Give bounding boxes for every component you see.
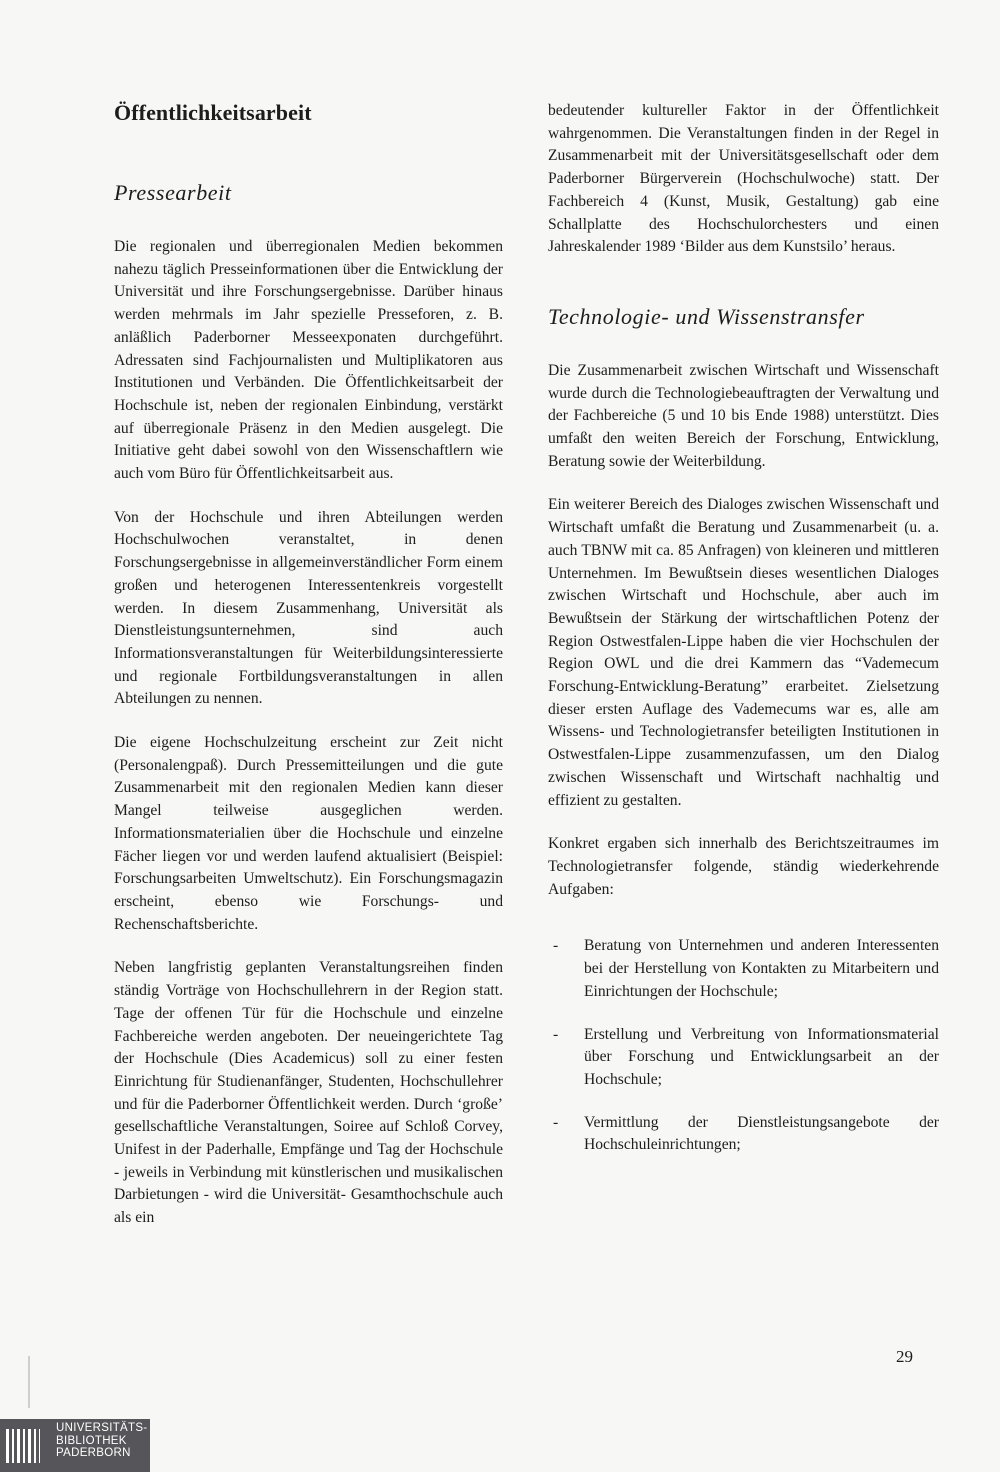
paragraph: Die eigene Hochschulzeitung erscheint zur Zeit nicht (Personalengpaß). Durch Pressemitteilungen und die gute Zusammenarbeit mit den regionalen Medien kann dieser Mangel teilweise ausgeglichen werden. Informationsmaterialien über die Hochschule und einzelne Fächer liegen vor und werden laufend aktualisiert (Beispiel: Forschungsarbeiten Umweltschutz). Ein Forschungsmagazin erscheint, ebenso wie Forschungs- und Rechenschaftsberichte. <box>114 734 503 933</box>
section-heading-technologie: Technologie- und Wissenstransfer <box>548 303 865 329</box>
task-list <box>548 935 939 1157</box>
paragraph: Die Zusammenarbeit zwischen Wirtschaft und Wissenschaft wurde durch die Technologiebeauftragten der Verwaltung und der Fachbereiche (5 und 10 bis Ende 1988) unterstützt. Dies umfaßt den weiten Bereich der Forschung, Entwicklung, Beratung sowie der Weiterbildung. <box>548 361 939 470</box>
list-item <box>548 935 939 1003</box>
list-item-text: Erstellung und Verbreitung von Informationsmaterial über Forschung und Entwicklungsarbeit an der Hochschule; <box>584 1025 939 1088</box>
paragraph: Konkret ergaben sich innerhalb des Berichtszeitraumes im Technologietransfer folgende, ständig wiederkehrende Aufgaben: <box>548 835 939 898</box>
paragraph: Ein weiterer Bereich des Dialoges zwischen Wissenschaft und Wirtschaft umfaßt die Beratung und Zusammenarbeit (u. a. auch TBNW mit ca. 85 Anfragen) von kleineren und mittleren Unternehmen. Im Bewußtsein dieses wesentlichen Dialoges zwischen Wirtschaft und Hochschule, aber auch im Bewußtsein der Stärkung der wirtschaftlichen Potenz der Region Ostwestfalen-Lippe haben die vier Hochschulen der Region OWL und die drei Kammern das “Vademecum Forschung-Entwicklung-Beratung” erarbeitet. Zielsetzung dieser ersten Auflage des Vademecums war es, alle am Wissens- und Technologietransfer beteiligten Institutionen in Ostwestfalen-Lippe zusammenzufassen, um den Dialog zwischen Wissenschaft und Wirtschaft nachhaltig und effizient zu gestalten. <box>548 496 939 809</box>
dash-bullet: - <box>553 1113 559 1131</box>
margin-mark <box>28 1356 30 1408</box>
library-name-line: UNIVERSITÄTS- <box>56 1422 148 1434</box>
dash-bullet: - <box>553 1025 559 1043</box>
paragraph-continuation: bedeutender kultureller Faktor in der Öffentlichkeit wahrgenommen. Die Veranstaltungen finden in der Regel in Zusammenarbeit mit der Universitätsgesellschaft oder dem Paderborner Bürgerverein (Hochschulwoche) statt. Der Fachbereich 4 (Kunst, Musik, Gestaltung) gab eine Schallplatte des Hochschulorchesters und einen Jahreskalender 1989 ‘Bilder aus dem Kunstsilo’ heraus. <box>548 102 939 256</box>
dash-bullet: - <box>553 937 559 955</box>
list-item <box>548 1112 939 1157</box>
paragraph: Von der Hochschule und ihren Abteilungen werden Hochschulwochen veranstaltet, in denen Forschungsergebnisse in allgemeinverständlicher Form einem großen und heterogenen Interessentenkreis vorgestellt werden. In diesem Zusammenhang, Universität als Dienstleistungsunternehmen, sind auch Informationsveranstaltungen für Weiterbildungsinteressierte und regionale Fortbildungsveranstaltungen in allen Abteilungen zu nennen. <box>114 508 503 708</box>
list-item-text: Vermittlung der Dienstleistungsangebote der Hochschuleinrichtungen; <box>584 1113 939 1154</box>
paragraph: Neben langfristig geplanten Veranstaltungsreihen finden ständig Vorträge von Hochschullehrern in der Region statt. Tage der offenen Tür für die Hochschule und einzelne Fachbereiche werden angeboten. Der neueingerichtete Tag der Hochschule (Dies Academicus) soll zu einer festen Einrichtung für Studienanfänger, Studenten, Hochschullehrer und für die Paderborner Öffentlichkeit werden. Durch ‘große’ gesellschaftliche Veranstaltungen, Soiree auf Schloß Corvey, Unifest in der Paderhalle, Empfänge und Tag der Hochschule - jeweils in Verbindung mit künstlerischen und musikalischen Darbietungen - wird die Universität- Gesamthochschule auch als ein <box>114 959 503 1227</box>
list-item <box>548 1024 939 1092</box>
section-heading-pressearbeit: Pressearbeit <box>114 180 232 205</box>
left-column <box>114 100 503 1251</box>
library-logo <box>0 1419 150 1472</box>
page-title: Öffentlichkeitsarbeit <box>114 100 312 125</box>
barcode-icon <box>6 1429 40 1463</box>
library-name <box>56 1422 147 1460</box>
right-column <box>548 100 939 1177</box>
library-name-line: BIBLIOTHEK <box>56 1434 127 1447</box>
list-item-text: Beratung von Unternehmen und anderen Interessenten bei der Herstellung von Kontakten zu Mitarbeitern und Einrichtungen der Hochschule; <box>584 937 939 1000</box>
paragraph: Die regionalen und überregionalen Medien bekommen nahezu täglich Presseinformationen über die Entwicklung der Universität und ihre Forschungsergebnisse. Darüber hinaus werden mehrmals im Jahr spezielle Presseforen, z. B. anläßlich Paderborner Messeexponaten durchgeführt. Adressaten sind Fachjournalisten und Multiplikatoren aus Institutionen und Verbänden. Die Öffentlichkeitsarbeit der Hochschule ist, neben der regionalen Einbindung, verstärkt auf überregionale Präsenz in den Medien ausgelegt. Die Initiative geht dabei sowohl von den Wissenschaftlern wie auch vom Büro für Öffentlichkeitsarbeit aus. <box>114 238 503 483</box>
library-name-line: PADERBORN <box>56 1447 131 1459</box>
page-number: 29 <box>896 1347 913 1366</box>
